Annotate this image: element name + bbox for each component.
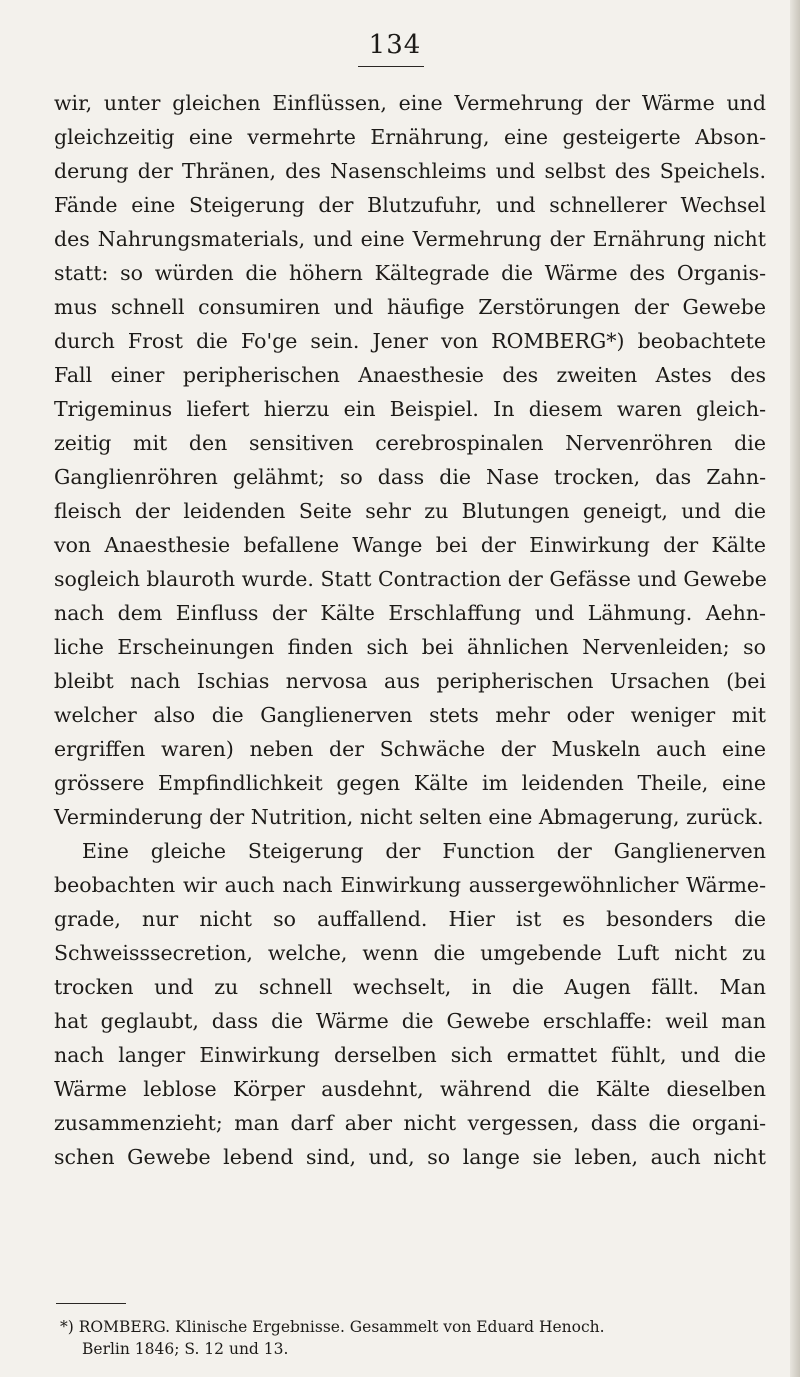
footnote-line: *) ROMBERG. Klinische Ergebnisse. Gesammelt von Eduard Henoch. bbox=[60, 1318, 605, 1336]
text-line: von Anaesthesie befallene Wange bei der Einwirkung der Kälte bbox=[54, 533, 766, 557]
text-line: grade, nur nicht so auffallend. Hier ist es besonders die bbox=[54, 907, 766, 931]
footnote-rule bbox=[56, 1303, 126, 1304]
page-number: 134 bbox=[368, 30, 422, 60]
text-line: mus schnell consumiren und häufige Zerstörungen der Gewebe bbox=[54, 295, 766, 319]
text-line: sogleich blauroth wurde. Statt Contraction der Gefässe und Gewebe bbox=[54, 567, 767, 591]
text-line: Fall einer peripherischen Anaesthesie des zweiten Astes des bbox=[54, 363, 766, 387]
text-line: Schweisssecretion, welche, wenn die umgebende Luft nicht zu bbox=[54, 941, 766, 965]
text-line: nach langer Einwirkung derselben sich ermattet fühlt, und die bbox=[54, 1043, 766, 1067]
text-line: bleibt nach Ischias nervosa aus peripherischen Ursachen (bei bbox=[54, 669, 766, 693]
text-line: zusammenzieht; man darf aber nicht vergessen, dass die organi- bbox=[54, 1111, 766, 1135]
text-line: welcher also die Ganglienerven stets mehr oder weniger mit bbox=[54, 703, 766, 727]
text-line: gleichzeitig eine vermehrte Ernährung, eine gesteigerte Abson- bbox=[54, 125, 766, 149]
text-line: nach dem Einfluss der Kälte Erschlaffung und Lähmung. Aehn- bbox=[54, 601, 766, 625]
text-line: Ganglienröhren gelähmt; so dass die Nase trocken, das Zahn- bbox=[54, 465, 766, 489]
text-line: Fände eine Steigerung der Blutzufuhr, und schnellerer Wechsel bbox=[54, 193, 766, 217]
text-line: ergriffen waren) neben der Schwäche der Muskeln auch eine bbox=[54, 737, 766, 761]
text-line: derung der Thränen, des Nasenschleims und selbst des Speichels. bbox=[54, 159, 766, 183]
page-number-rule bbox=[358, 66, 424, 67]
text-line: trocken und zu schnell wechselt, in die Augen fällt. Man bbox=[54, 975, 766, 999]
text-line: Verminderung der Nutrition, nicht selten eine Abmagerung, zurück. bbox=[54, 805, 764, 829]
text-line: Eine gleiche Steigerung der Function der Ganglienerven bbox=[82, 839, 766, 863]
text-line: fleisch der leidenden Seite sehr zu Blutungen geneigt, und die bbox=[54, 499, 766, 523]
text-line: liche Erscheinungen finden sich bei ähnlichen Nervenleiden; so bbox=[54, 635, 766, 659]
text-line: schen Gewebe lebend sind, und, so lange sie leben, auch nicht bbox=[54, 1145, 766, 1169]
page-edge-shadow bbox=[790, 0, 800, 1377]
text-line: grössere Empfindlichkeit gegen Kälte im leidenden Theile, eine bbox=[54, 771, 766, 795]
text-line: statt: so würden die höhern Kältegrade die Wärme des Organis- bbox=[54, 261, 766, 285]
footnote-line: Berlin 1846; S. 12 und 13. bbox=[82, 1340, 289, 1358]
body-text bbox=[54, 86, 766, 1174]
text-line: beobachten wir auch nach Einwirkung aussergewöhnlicher Wärme- bbox=[54, 873, 766, 897]
text-line: wir, unter gleichen Einflüssen, eine Vermehrung der Wärme und bbox=[54, 91, 766, 115]
text-line: Wärme leblose Körper ausdehnt, während die Kälte dieselben bbox=[54, 1077, 766, 1101]
text-line: des Nahrungsmaterials, und eine Vermehrung der Ernährung nicht bbox=[54, 227, 766, 251]
text-line: Trigeminus liefert hierzu ein Beispiel. In diesem waren gleich- bbox=[54, 397, 766, 421]
text-line: hat geglaubt, dass die Wärme die Gewebe erschlaffe: weil man bbox=[54, 1009, 766, 1033]
text-line: zeitig mit den sensitiven cerebrospinalen Nervenröhren die bbox=[54, 431, 766, 455]
text-line: durch Frost die Fo'ge sein. Jener von ROMBERG*) beobachtete bbox=[54, 329, 766, 353]
footnote bbox=[60, 1316, 760, 1360]
